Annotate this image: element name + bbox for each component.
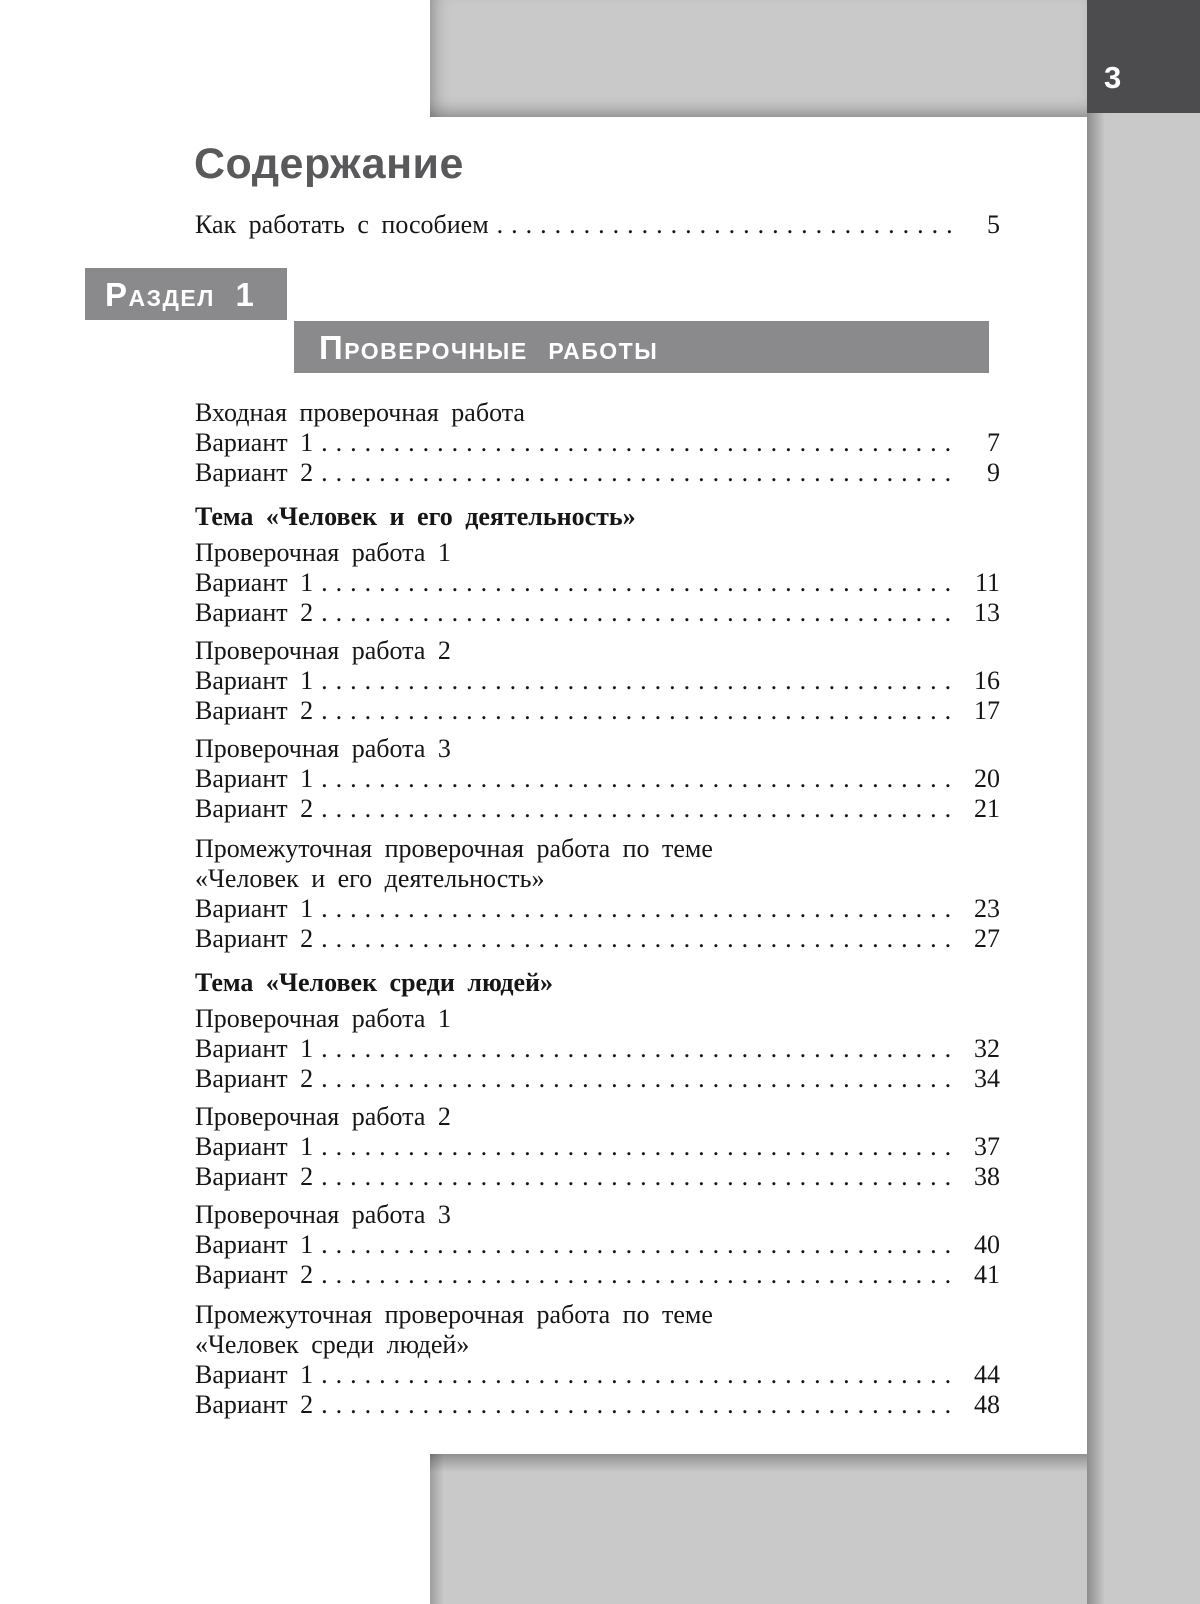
toc-row: [195, 598, 1000, 628]
dot-leader: [321, 1034, 952, 1064]
toc-row: [195, 666, 1000, 696]
backdrop-top-block: [430, 0, 1087, 117]
toc-page-number: 13: [974, 598, 1000, 627]
dot-leader: [321, 1162, 952, 1192]
toc-heading: Проверочная работа 3: [195, 1200, 451, 1229]
toc-row-label: Вариант 2: [195, 1162, 314, 1191]
toc-page-number: 44: [974, 1360, 1000, 1389]
toc-row-label: Вариант 1: [195, 1034, 314, 1063]
toc-row-label: Как работать с пособием: [195, 210, 489, 239]
toc-heading-line: Промежуточная проверочная работа по теме: [195, 1300, 713, 1329]
toc-intro-row: [195, 210, 1000, 240]
toc-row: [195, 696, 1000, 726]
dot-leader: [321, 1064, 952, 1094]
page-title: Содержание: [194, 140, 464, 188]
toc-page-number: 40: [974, 1230, 1000, 1259]
toc-row: [195, 1260, 1000, 1290]
toc-row-label: Вариант 2: [195, 598, 314, 627]
toc-page-number: 41: [974, 1260, 1000, 1289]
toc-row: [195, 1390, 1000, 1420]
toc-row: [195, 1162, 1000, 1192]
toc-row: [195, 894, 1000, 924]
dot-leader: [321, 1230, 952, 1260]
toc-entries: [195, 390, 1000, 1420]
toc-row-label: Вариант 2: [195, 1260, 314, 1289]
toc-row-label: Вариант 1: [195, 666, 314, 695]
toc-heading: Проверочная работа 1: [195, 1004, 451, 1033]
page-number-bar: [1087, 0, 1200, 113]
toc-row: [195, 1064, 1000, 1094]
toc-page-number: 5: [987, 210, 1000, 239]
dot-leader: [321, 666, 952, 696]
toc-row: [195, 428, 1000, 458]
dot-leader: [321, 1260, 952, 1290]
dot-leader: [321, 794, 952, 824]
toc-row: [195, 568, 1000, 598]
toc-row-label: Вариант 1: [195, 764, 314, 793]
section-banner-label: Проверочные работы: [319, 328, 659, 366]
toc-page-number: 38: [974, 1162, 1000, 1191]
toc-row-label: Вариант 1: [195, 1132, 314, 1161]
section-banner: [294, 321, 989, 373]
toc-row-label: Вариант 2: [195, 458, 314, 487]
toc-page-number: 48: [974, 1390, 1000, 1419]
toc-heading: Проверочная работа 3: [195, 734, 451, 763]
toc-row: [195, 1132, 1000, 1162]
toc-theme: Тема «Человек и его деятельность»: [195, 502, 636, 531]
dot-leader: [321, 696, 952, 726]
toc-row-label: Вариант 2: [195, 1064, 314, 1093]
toc-page-number: 9: [987, 458, 1000, 487]
toc-page-number: 27: [974, 924, 1000, 953]
backdrop-bottom-block: [430, 1454, 1087, 1604]
toc-row-label: Вариант 1: [195, 428, 314, 457]
dot-leader: [321, 764, 952, 794]
toc-row: [195, 1360, 1000, 1390]
toc-row: [195, 458, 1000, 488]
page-number: 3: [1104, 60, 1122, 95]
toc-page-number: 17: [974, 696, 1000, 725]
toc-page-number: 23: [974, 894, 1000, 923]
toc-heading: Входная проверочная работа: [195, 398, 525, 427]
toc-row: [195, 764, 1000, 794]
dot-leader: [321, 924, 952, 954]
toc-row-label: Вариант 2: [195, 794, 314, 823]
toc-row: [195, 924, 1000, 954]
dot-leader: [321, 568, 952, 598]
toc-heading-multiline: [195, 1300, 1000, 1360]
toc-theme: Тема «Человек среди людей»: [195, 968, 554, 997]
toc-row-label: Вариант 2: [195, 696, 314, 725]
toc-row-label: Вариант 1: [195, 894, 314, 923]
toc-row-label: Вариант 1: [195, 1230, 314, 1259]
dot-leader: [321, 1390, 952, 1420]
toc-heading-multiline: [195, 834, 1000, 894]
dot-leader: [321, 1132, 952, 1162]
section-badge-label: Раздел 1: [105, 275, 256, 313]
toc-page-number: 34: [974, 1064, 1000, 1093]
dot-leader: [321, 894, 952, 924]
toc-heading-line: «Человек и его деятельность»: [195, 864, 545, 893]
toc-page-number: 32: [974, 1034, 1000, 1063]
toc-row-label: Вариант 1: [195, 568, 314, 597]
dot-leader: [321, 428, 952, 458]
toc-page-number: 21: [974, 794, 1000, 823]
dot-leader: [321, 458, 952, 488]
toc-heading: Проверочная работа 2: [195, 1102, 451, 1131]
dot-leader: [321, 1360, 952, 1390]
toc-heading-line: «Человек среди людей»: [195, 1330, 470, 1359]
toc-heading: Проверочная работа 2: [195, 636, 451, 665]
toc-heading: Проверочная работа 1: [195, 538, 451, 567]
toc-heading-line: Промежуточная проверочная работа по теме: [195, 834, 713, 863]
toc-row-label: Вариант 2: [195, 1390, 314, 1419]
toc-page-number: 20: [974, 764, 1000, 793]
backdrop-right-strip: [1087, 113, 1200, 1604]
toc-row-label: Вариант 2: [195, 924, 314, 953]
toc-page-number: 37: [974, 1132, 1000, 1161]
toc-page-number: 16: [974, 666, 1000, 695]
toc-row: [195, 1230, 1000, 1260]
dot-leader: [321, 598, 952, 628]
toc-row: [195, 1034, 1000, 1064]
toc-page-number: 7: [987, 428, 1000, 457]
section-badge: [85, 268, 287, 320]
dot-leader: [497, 210, 952, 240]
toc-row-label: Вариант 1: [195, 1360, 314, 1389]
toc-row: [195, 794, 1000, 824]
toc-page-number: 11: [974, 568, 1000, 597]
